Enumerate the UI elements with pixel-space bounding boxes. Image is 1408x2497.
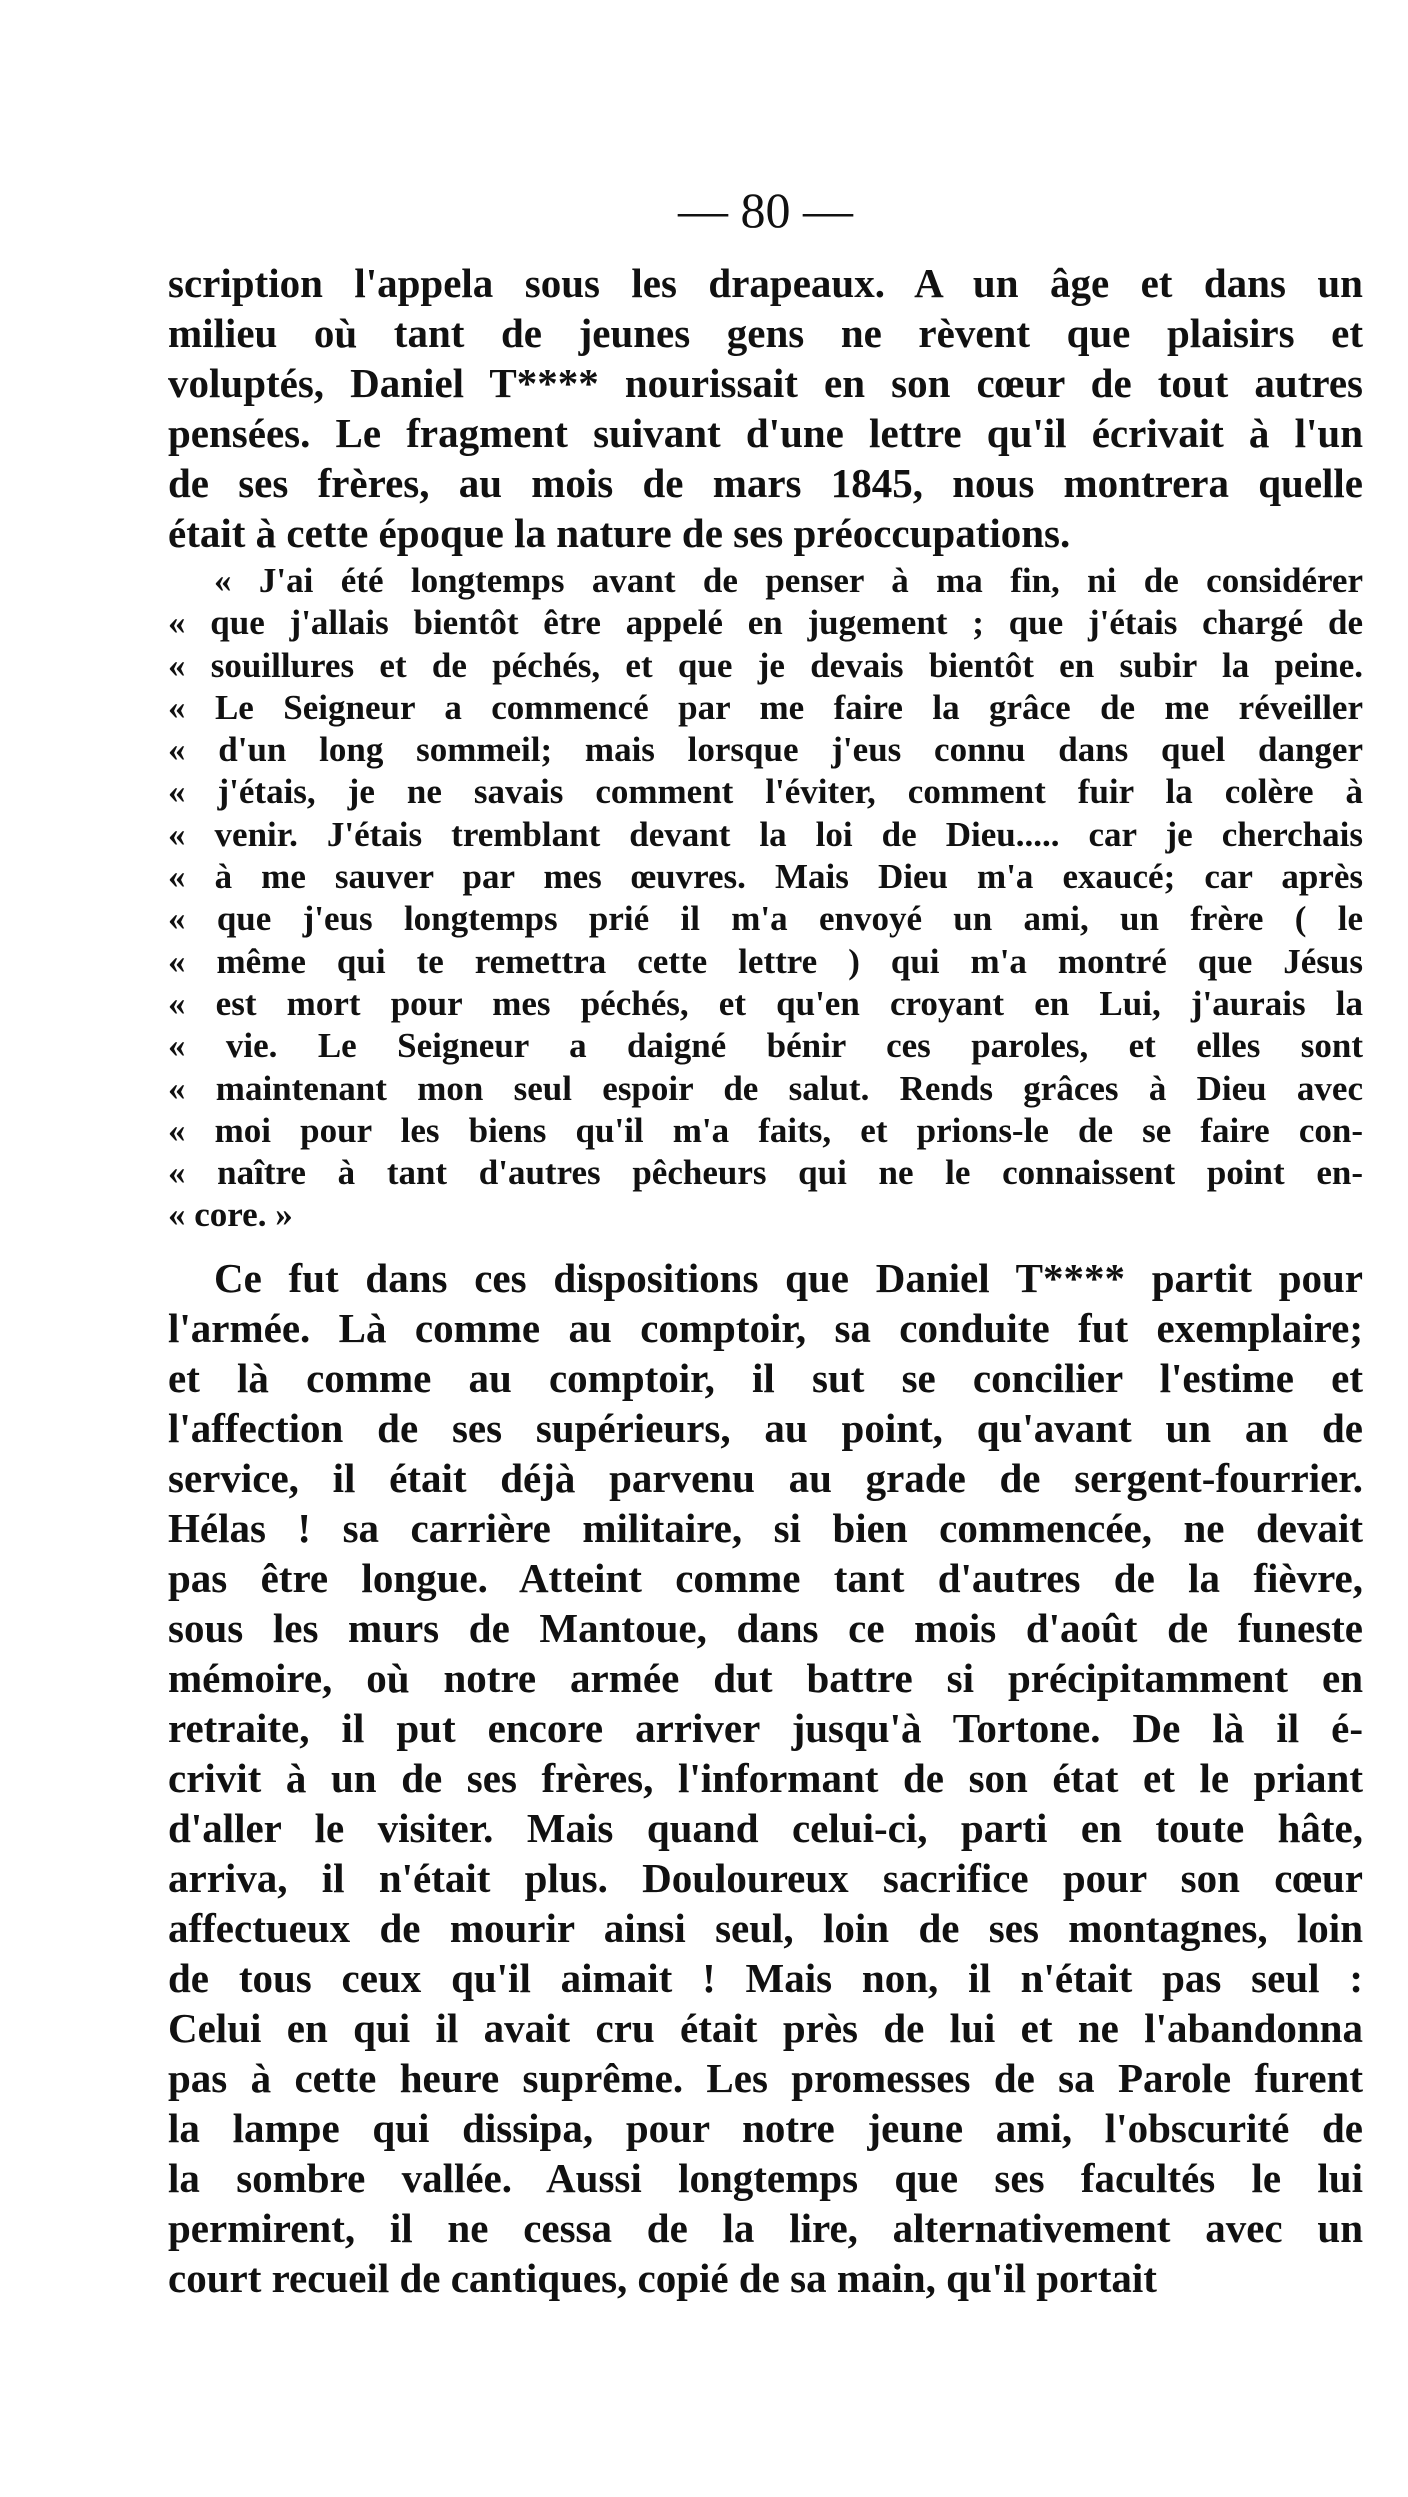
paragraph-line: arriva, il n'était plus. Douloureux sacrifice pour son cœur bbox=[168, 1854, 1363, 1901]
quote-line: « j'étais, je ne savais comment l'éviter, comment fuir la colère à bbox=[168, 772, 1363, 812]
paragraph-line: permirent, il ne cessa de la lire, alternativement avec un bbox=[168, 2204, 1363, 2251]
quote-line: « à me sauver par mes œuvres. Mais Dieu m'a exaucé; car après bbox=[168, 857, 1363, 897]
paragraph-line: la sombre vallée. Aussi longtemps que ses facultés le lui bbox=[168, 2154, 1363, 2201]
quote-line: « moi pour les biens qu'il m'a faits, et prions-le de se faire con- bbox=[168, 1110, 1363, 1150]
paragraph-line: l'affection de ses supérieurs, au point, qu'avant un an de bbox=[168, 1404, 1363, 1451]
quote-line: « venir. J'étais tremblant devant la loi de Dieu..... car je cherchais bbox=[168, 814, 1363, 854]
quote-line: « core. » bbox=[168, 1195, 293, 1235]
paragraph-line: de tous ceux qu'il aimait ! Mais non, il n'était pas seul : bbox=[168, 1954, 1363, 2001]
paragraph-line: Celui en qui il avait cru était près de lui et ne l'abandonna bbox=[168, 2004, 1363, 2051]
paragraph-line: la lampe qui dissipa, pour notre jeune ami, l'obscurité de bbox=[168, 2104, 1363, 2151]
paragraph-line: pas à cette heure suprême. Les promesses de sa Parole furent bbox=[168, 2054, 1363, 2101]
paragraph-line: Hélas ! sa carrière militaire, si bien commencée, ne devait bbox=[168, 1504, 1363, 1551]
paragraph-line: voluptés, Daniel T**** nourissait en son cœur de tout autres bbox=[168, 360, 1363, 406]
paragraph-line: d'aller le visiter. Mais quand celui-ci, parti en toute hâte, bbox=[168, 1804, 1363, 1851]
paragraph-line: sous les murs de Mantoue, dans ce mois d'août de funeste bbox=[168, 1604, 1363, 1651]
quote-line: « est mort pour mes péchés, et qu'en croyant en Lui, j'aurais la bbox=[168, 983, 1363, 1023]
paragraph-line: pas être longue. Atteint comme tant d'autres de la fièvre, bbox=[168, 1554, 1363, 1601]
quote-line: « que j'eus longtemps prié il m'a envoyé un ami, un frère ( le bbox=[168, 899, 1363, 939]
paragraph-2 bbox=[168, 1253, 1363, 2303]
quote-line: « Le Seigneur a commencé par me faire la grâce de me réveiller bbox=[168, 687, 1363, 727]
paragraph-line: milieu où tant de jeunes gens ne rèvent que plaisirs et bbox=[168, 310, 1363, 356]
paragraph-line: court recueil de cantiques, copié de sa main, qu'il portait bbox=[168, 2254, 1157, 2301]
quote-line: « naître à tant d'autres pêcheurs qui ne le connaissent point en- bbox=[168, 1153, 1363, 1193]
paragraph-line: service, il était déjà parvenu au grade de sergent-fourrier. bbox=[168, 1454, 1363, 1501]
paragraph-line: retraite, il put encore arriver jusqu'à Tortone. De là il é- bbox=[168, 1704, 1363, 1751]
paragraph-line: l'armée. Là comme au comptoir, sa conduite fut exemplaire; bbox=[168, 1304, 1363, 1351]
quote-line: « que j'allais bientôt être appelé en jugement ; que j'étais chargé de bbox=[168, 603, 1363, 643]
paragraph-line: scription l'appela sous les drapeaux. A un âge et dans un bbox=[168, 260, 1363, 306]
paragraph-line: Ce fut dans ces dispositions que Daniel T**** partit pour bbox=[214, 1254, 1363, 1301]
document-page bbox=[168, 170, 1363, 2303]
paragraph-line: pensées. Le fragment suivant d'une lettre qu'il écrivait à l'un bbox=[168, 410, 1363, 456]
paragraph-line: mémoire, où notre armée dut battre si précipitamment en bbox=[168, 1654, 1363, 1701]
quote-line: « J'ai été longtemps avant de penser à ma fin, ni de considérer bbox=[214, 561, 1363, 600]
page-number: — 80 — bbox=[678, 182, 853, 238]
paragraph-line: crivit à un de ses frères, l'informant de son état et le priant bbox=[168, 1754, 1363, 1801]
paragraph-line: affectueux de mourir ainsi seul, loin de ses montagnes, loin bbox=[168, 1904, 1363, 1951]
quote-line: « d'un long sommeil; mais lorsque j'eus connu dans quel danger bbox=[168, 730, 1363, 770]
quote-line: « maintenant mon seul espoir de salut. Rends grâces à Dieu avec bbox=[168, 1068, 1363, 1108]
paragraph-1 bbox=[168, 258, 1363, 558]
paragraph-line: était à cette époque la nature de ses préoccupations. bbox=[168, 510, 1071, 556]
quote-line: « même qui te remettra cette lettre ) qui m'a montré que Jésus bbox=[168, 941, 1363, 981]
quoted-letter bbox=[168, 560, 1363, 1237]
quote-line: « vie. Le Seigneur a daigné bénir ces paroles, et elles sont bbox=[168, 1026, 1363, 1066]
quote-line: « souillures et de péchés, et que je devais bientôt en subir la peine. bbox=[168, 645, 1363, 685]
paragraph-line: et là comme au comptoir, il sut se concilier l'estime et bbox=[168, 1354, 1363, 1401]
paragraph-line: de ses frères, au mois de mars 1845, nous montrera quelle bbox=[168, 460, 1363, 506]
